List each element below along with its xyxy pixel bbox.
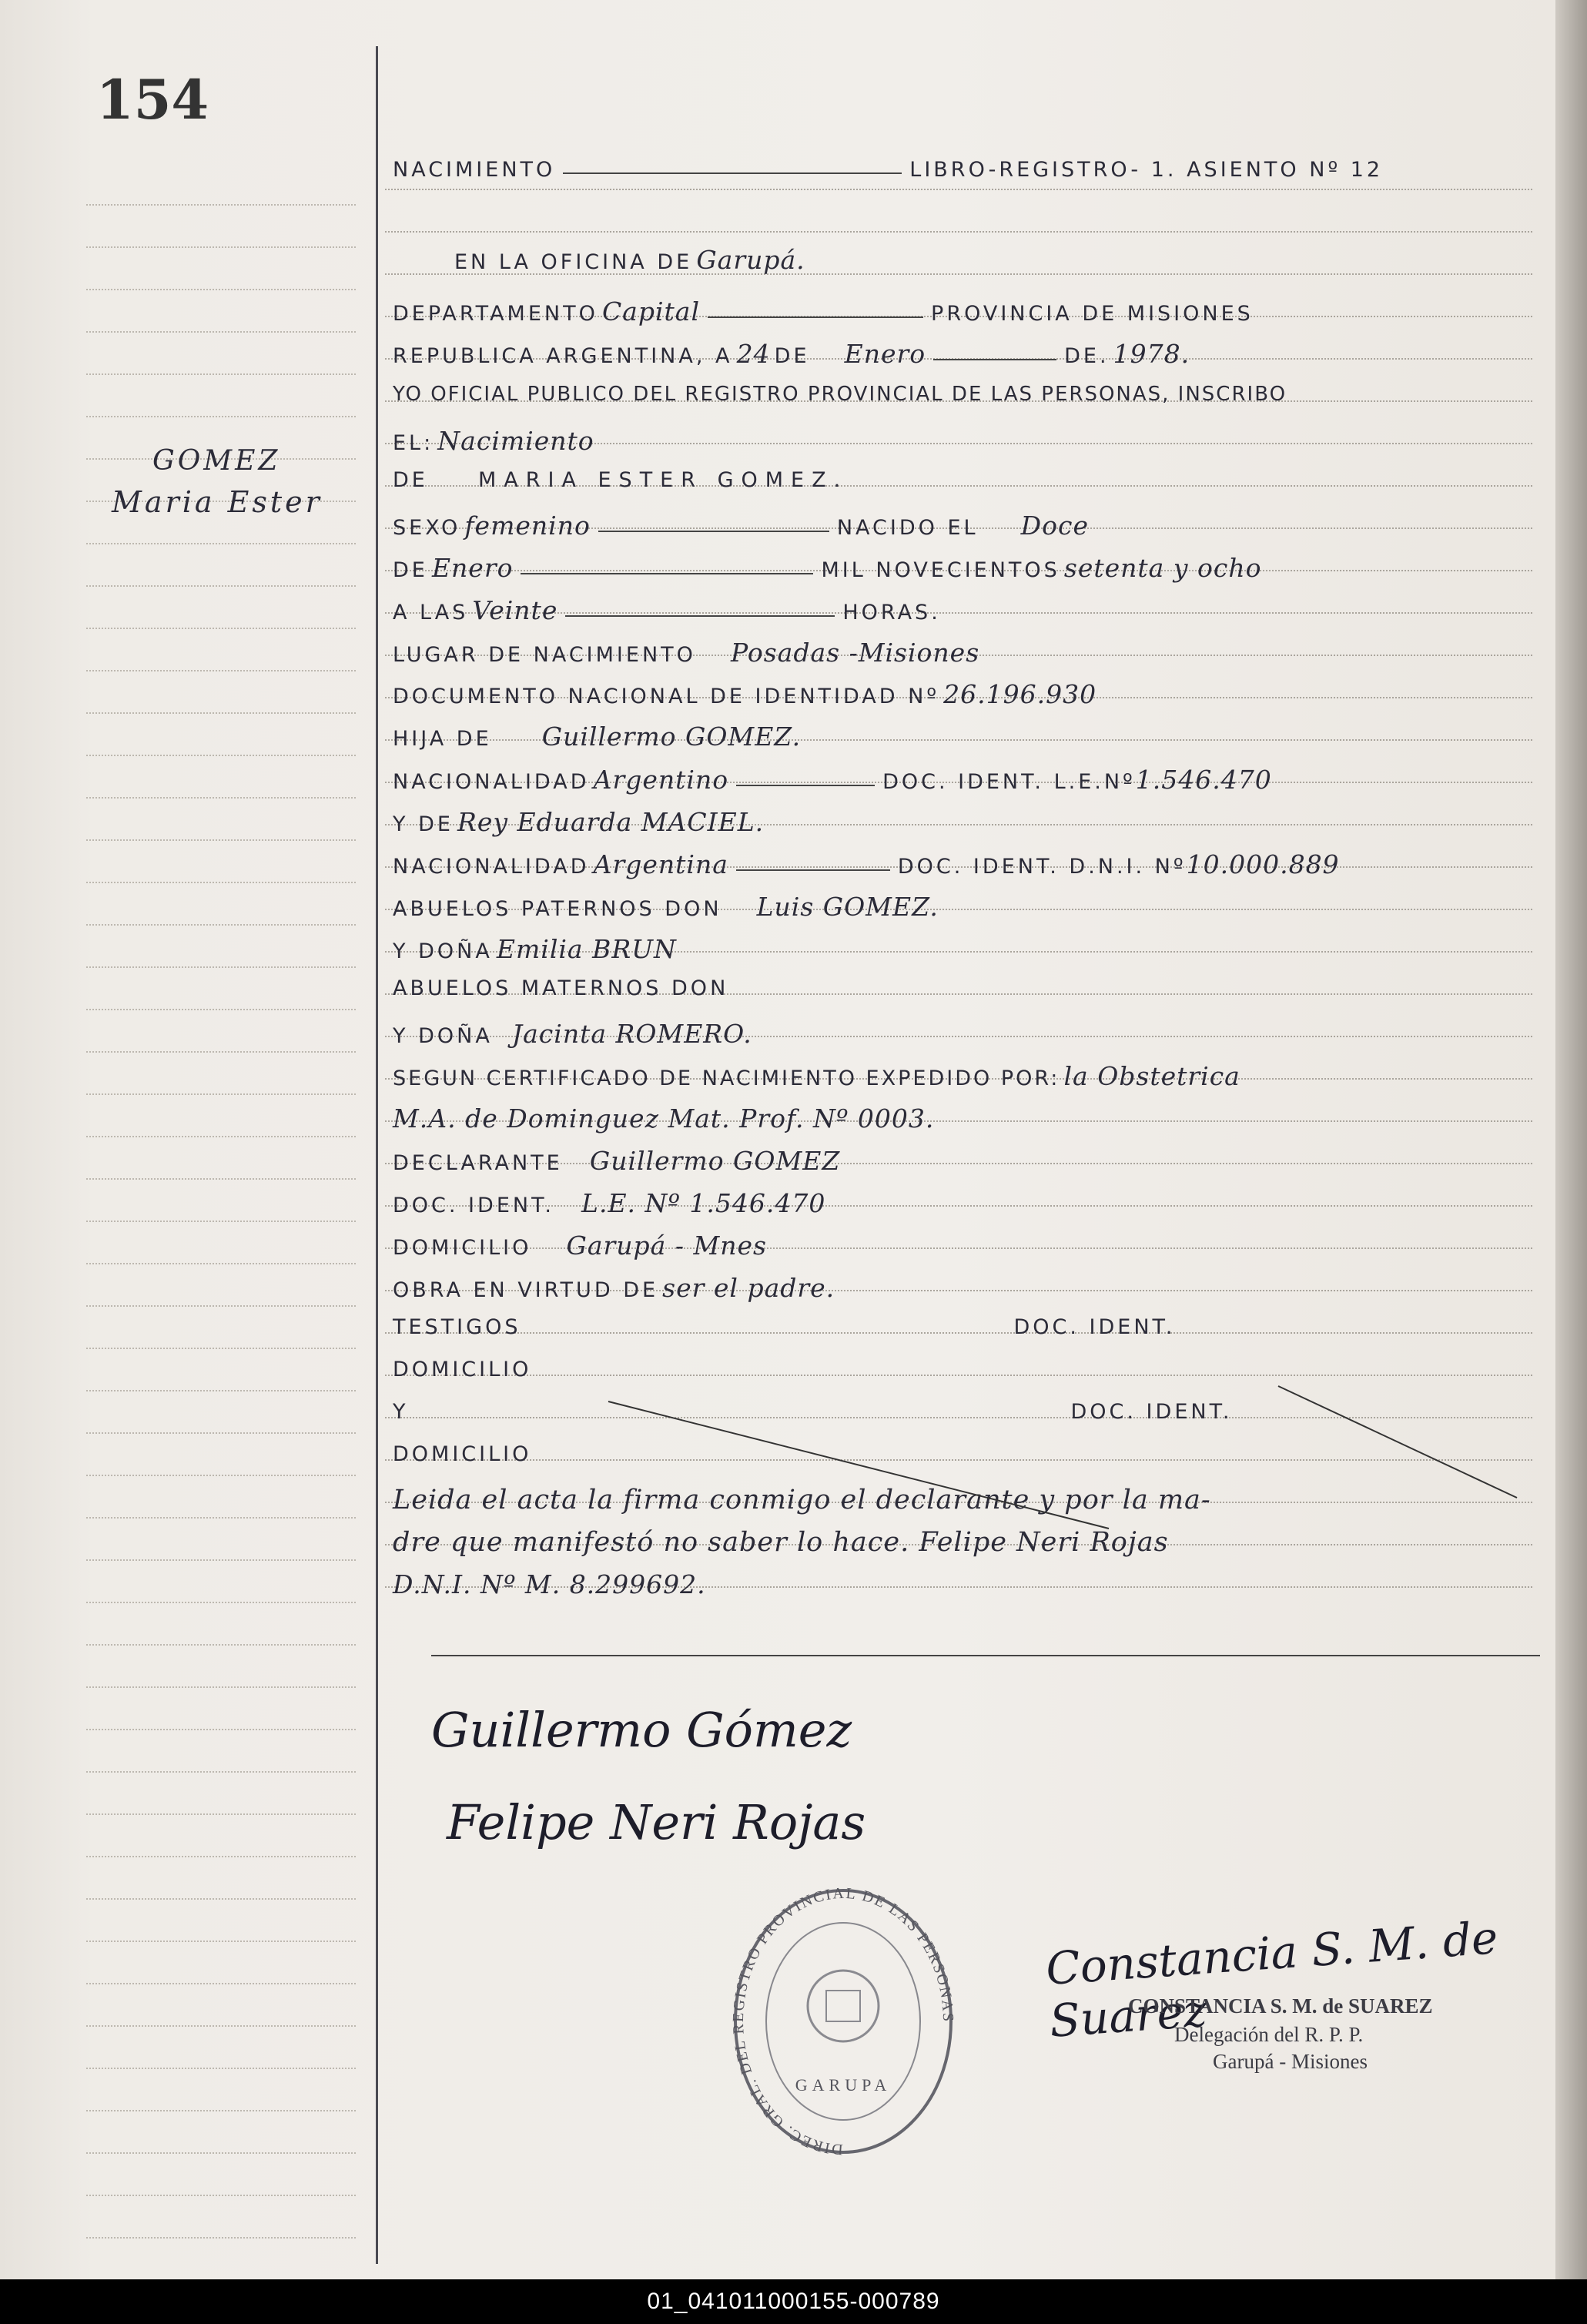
field-label: NACIDO EL xyxy=(836,516,979,540)
field-label: OBRA EN VIRTUD DE xyxy=(393,1278,659,1302)
stamp-name: CONSTANCIA S. M. de SUAREZ xyxy=(1128,1994,1433,2018)
field-value: Leida el acta la firma conmigo el declarante y por la ma- xyxy=(393,1485,1211,1515)
field-label: DOC. IDENT. xyxy=(1013,1315,1176,1339)
field-value: Argentino xyxy=(593,765,729,795)
field-label: EL: xyxy=(393,431,434,455)
field-value: Posadas -Misiones xyxy=(731,638,980,668)
field-label: TESTIGOS xyxy=(393,1315,521,1339)
field-label: HORAS. xyxy=(842,601,941,625)
field-value: MARIA ESTER GOMEZ. xyxy=(477,468,849,492)
field-label: A LAS xyxy=(393,601,469,625)
field-value: 1.546.470 xyxy=(1135,765,1272,795)
official-seal xyxy=(728,1883,959,2160)
field-label: DOC. IDENT. xyxy=(393,1194,554,1217)
field-label: DECLARANTE xyxy=(393,1151,563,1175)
field-label: DOMICILIO xyxy=(393,1236,532,1260)
field-value: ser el padre. xyxy=(662,1273,835,1303)
signature-declarante: Guillermo Gómez xyxy=(431,1702,852,1758)
margin-surname: GOMEZ xyxy=(152,445,281,477)
field-value: Doce xyxy=(1020,511,1090,541)
field-value: Guillermo GOMEZ xyxy=(589,1146,841,1176)
field-label: NACIONALIDAD xyxy=(393,855,590,879)
page-number: 154 xyxy=(96,68,209,132)
field-label: HIJA DE xyxy=(393,727,492,751)
field-label: DOMICILIO xyxy=(393,1358,532,1381)
signature-testigo: Felipe Neri Rojas xyxy=(447,1794,866,1850)
field-label: NACIONALIDAD xyxy=(393,770,590,794)
field-value: setenta y ocho xyxy=(1063,553,1262,583)
field-label: DOCUMENTO NACIONAL DE IDENTIDAD Nº xyxy=(393,685,940,708)
field-value: femenino xyxy=(464,511,591,541)
signature-oficial: Constancia S. M. de Suarez xyxy=(1044,1911,1500,2048)
field-label: Y xyxy=(393,1400,409,1424)
field-value: 10.000.889 xyxy=(1186,849,1340,879)
image-id-label: 01_041011000155-000789 xyxy=(647,2289,940,2314)
field-value: Garupá - Mnes xyxy=(566,1231,767,1261)
field-value: Enero xyxy=(844,339,926,369)
field-label: DOC. IDENT. D.N.I. Nº xyxy=(897,855,1187,879)
field-value: Garupá. xyxy=(696,245,805,275)
seal-bottom-text: GARUPA xyxy=(795,2075,892,2095)
footer-bar xyxy=(0,2279,1587,2324)
field-label: Y DOÑA xyxy=(393,1024,493,1048)
field-label: DE. xyxy=(1064,344,1110,368)
field-label: DE xyxy=(774,344,810,368)
margin-given-names: Maria Ester xyxy=(112,485,323,519)
field-label: SEXO xyxy=(393,516,461,540)
field-value: Emilia BRUN xyxy=(496,934,677,964)
stamp-office: Delegación del R. P. P. xyxy=(1174,2023,1364,2046)
field-label: YO OFICIAL PUBLICO DEL REGISTRO PROVINCIAL DE LAS PERSONAS, INSCRIBO xyxy=(393,383,1287,406)
page-edge xyxy=(1555,0,1587,2279)
field-label: MIL NOVECIENTOS xyxy=(821,558,1060,582)
field-value: Rey Eduarda MACIEL. xyxy=(457,807,765,837)
seal-ring-text: DIREC. GRAL. DEL REGISTRO PROVINCIAL DE LAS PERSONAS xyxy=(729,1884,957,2158)
field-value: L.E. Nº 1.546.470 xyxy=(581,1188,826,1218)
field-value: D.N.I. Nº M. 8.299692. xyxy=(393,1569,706,1599)
field-label: REPUBLICA ARGENTINA, A xyxy=(393,344,733,368)
field-value: Guillermo GOMEZ. xyxy=(541,722,802,752)
field-value: Nacimiento xyxy=(437,426,594,456)
field-label: DOC. IDENT. xyxy=(1070,1400,1233,1424)
field-value: 26.196.930 xyxy=(943,679,1097,709)
field-label: DOC. IDENT. L.E.Nº xyxy=(882,770,1136,794)
field-value: Veinte xyxy=(472,595,558,625)
field-value: Argentina xyxy=(593,849,728,879)
field-value: 1978. xyxy=(1113,339,1190,369)
field-value: Capital xyxy=(601,296,701,326)
field-label: PROVINCIA DE MISIONES xyxy=(931,302,1254,326)
field-value: dre que manifestó no saber lo hace. Felipe Neri Rojas xyxy=(393,1527,1169,1558)
field-value: 24 xyxy=(736,339,771,369)
field-label: Y DE xyxy=(393,812,454,836)
field-value: Luis GOMEZ. xyxy=(756,892,939,922)
field-value: M.A. de Dominguez Mat. Prof. Nº 0003. xyxy=(393,1103,935,1134)
field-label: DEPARTAMENTO xyxy=(393,302,598,326)
field-label: NACIMIENTO xyxy=(393,158,556,182)
field-label: DE xyxy=(393,468,428,492)
field-value: Jacinta ROMERO. xyxy=(511,1019,752,1049)
field-label: ABUELOS PATERNOS DON xyxy=(393,897,722,921)
field-label: LIBRO-REGISTRO- 1. ASIENTO Nº 12 xyxy=(909,158,1384,182)
field-label: LUGAR DE NACIMIENTO xyxy=(393,643,696,667)
field-label: Y DOÑA xyxy=(393,939,493,963)
field-label: EN LA OFICINA DE xyxy=(454,250,693,274)
field-label: DE xyxy=(393,558,428,582)
stamp-place: Garupá - Misiones xyxy=(1213,2050,1368,2073)
field-value: la Obstetrica xyxy=(1063,1061,1240,1091)
field-value: Enero xyxy=(431,553,514,583)
field-label: SEGUN CERTIFICADO DE NACIMIENTO EXPEDIDO POR: xyxy=(393,1067,1060,1090)
field-label: ABUELOS MATERNOS DON xyxy=(393,976,729,1000)
field-label: DOMICILIO xyxy=(393,1442,532,1466)
